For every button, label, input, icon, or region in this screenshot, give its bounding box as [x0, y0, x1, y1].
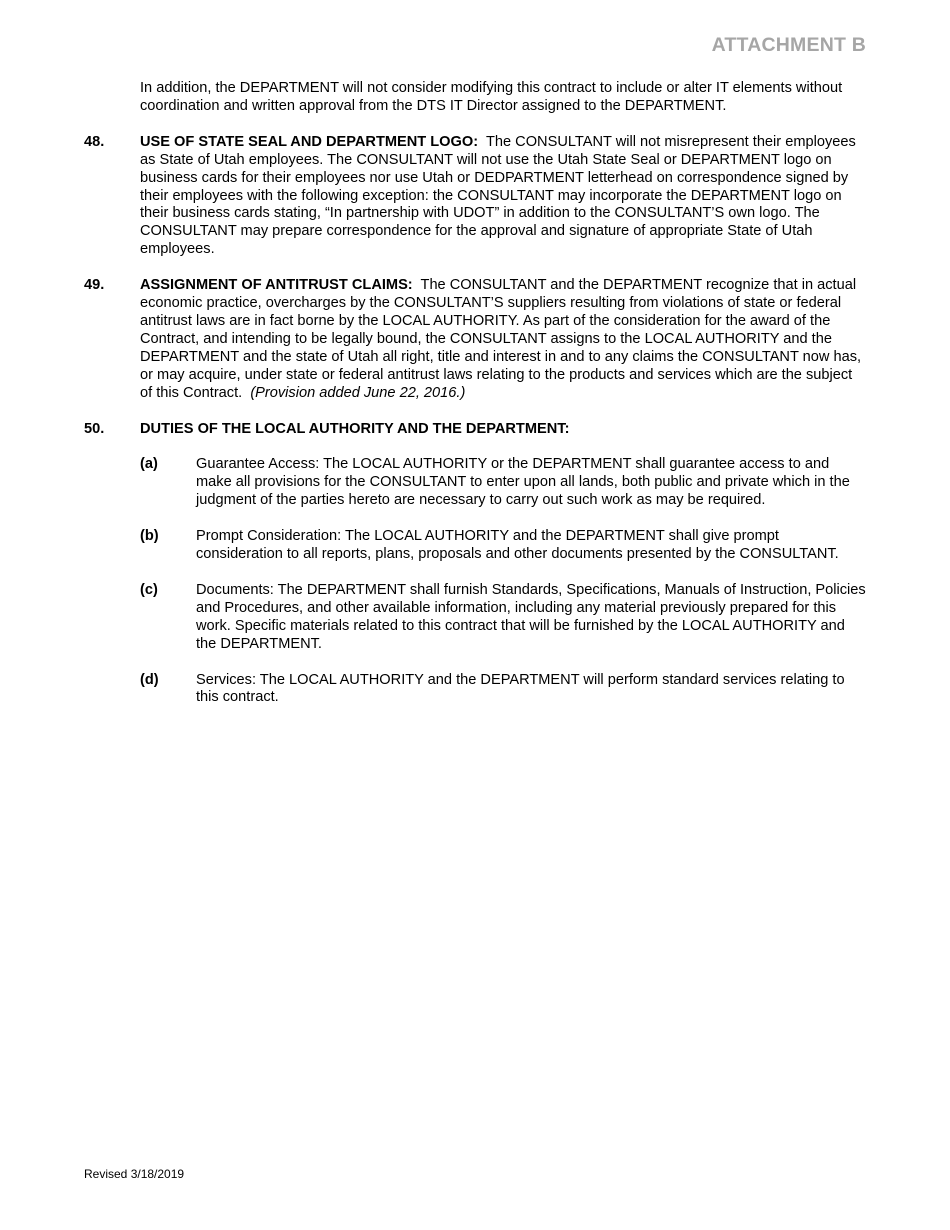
- section-number: 49.: [84, 277, 105, 294]
- subsection-label: (d): [140, 671, 159, 688]
- revision-footer: Revised 3/18/2019: [84, 1167, 185, 1181]
- subsection-text: Prompt Consideration: The LOCAL AUTHORITY and the DEPARTMENT shall give prompt consideration to all reports, plans, proposals and other documents presented by the CONSULTANT.: [196, 528, 839, 563]
- document-body: [84, 80, 866, 725]
- subsection-c: [140, 582, 866, 654]
- section-49: [84, 277, 866, 402]
- section-48: [84, 134, 866, 259]
- section-number: 48.: [84, 133, 105, 150]
- section-body: [140, 277, 866, 402]
- intro-paragraph: In addition, the DEPARTMENT will not consider modifying this contract to include or alter IT elements without coordination and written approval from the DTS IT Director assigned to the DEPARTMENT.: [140, 80, 843, 114]
- subsection-text: Documents: The DEPARTMENT shall furnish Standards, Specifications, Manuals of Instruction, Policies and Procedures, and other available information, including any material previously prepared for this work. Specific materials related to this contract that will be furnished by the LOCAL AUTHORITY and the DEPARTMENT.: [196, 581, 866, 652]
- subsection-label: (c): [140, 581, 158, 598]
- section-text: The CONSULTANT will not misrepresent their employees as State of Utah employees. The CONSULTANT will not use the Utah State Seal or DEPARTMENT logo on business cards for their employees nor use Utah or DEDPARTMENT letterhead on correspondence signed by their employees with the following exception: the CONSULTANT may incorporate the DEPARTMENT logo on their business cards stating, “In partnership with UDOT” in addition to the CONSULTANT’S own logo. The CONSULTANT may prepare correspondence for the approval and signature of appropriate State of Utah employees.: [140, 133, 856, 258]
- section-50: [84, 421, 866, 439]
- attachment-label: ATTACHMENT B: [711, 34, 866, 56]
- section-heading: USE OF STATE SEAL AND DEPARTMENT LOGO:: [140, 133, 479, 150]
- section-number: 50.: [84, 420, 105, 437]
- subsection-label: (a): [140, 456, 158, 473]
- section-body: [140, 421, 866, 439]
- subsection-label: (b): [140, 528, 159, 545]
- subsection-text: Services: The LOCAL AUTHORITY and the DEPARTMENT will perform standard services relating to this contract.: [196, 671, 845, 706]
- subsection-a: [140, 456, 866, 510]
- subsection-d: [140, 672, 866, 708]
- subsection-text: Guarantee Access: The LOCAL AUTHORITY or the DEPARTMENT shall guarantee access to and make all provisions for the CONSULTANT to enter upon all lands, both public and private which in the judgment of the parties hereto are necessary to carry out such work as may be required.: [196, 456, 850, 509]
- subsection-b: [140, 528, 866, 564]
- section-body: [140, 134, 866, 259]
- section-text: The CONSULTANT and the DEPARTMENT recognize that in actual economic practice, overcharges by the CONSULTANT’S suppliers resulting from violations of state or federal antitrust laws are in fact borne by the LOCAL AUTHORITY. As part of the consideration for the award of the Contract, and intending to be legally bound, the CONSULTANT assigns to the LOCAL AUTHORITY and the DEPARTMENT and the state of Utah all right, title and interest in and to any claims the CONSULTANT now has, or may acquire, under state or federal antitrust laws relating to the products and services which are the subject of this Contract.: [140, 277, 862, 401]
- section-heading: ASSIGNMENT OF ANTITRUST CLAIMS:: [140, 277, 413, 294]
- section-heading: DUTIES OF THE LOCAL AUTHORITY AND THE DEPARTMENT:: [140, 420, 570, 437]
- provision-note: (Provision added June 22, 2016.): [250, 384, 466, 401]
